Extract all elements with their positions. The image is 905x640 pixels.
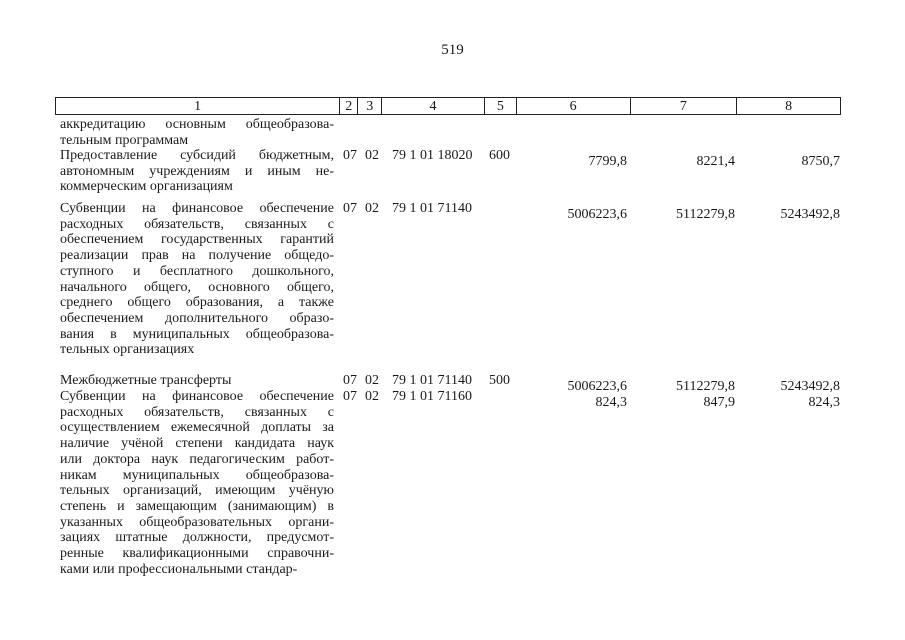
amount-year-3: 5243492,8 [780, 379, 840, 394]
row-description [60, 148, 334, 195]
amount-year-1: 824,3 [595, 395, 627, 410]
header-col-5: 5 [485, 98, 517, 114]
description-line: обеспечением государственных гарантий [60, 232, 334, 248]
header-col-3: 3 [358, 98, 382, 114]
row-description [60, 117, 334, 148]
amount-year-2: 847,9 [703, 395, 735, 410]
subsection-code: 02 [365, 373, 379, 388]
amount-year-2: 5112279,8 [676, 207, 735, 222]
expense-type-code: 600 [489, 148, 510, 163]
description-line: Субвенции на финансовое обеспечение [60, 389, 334, 404]
amount-year-1: 5006223,6 [567, 379, 627, 394]
page-number: 519 [441, 42, 464, 58]
description-line: вания в муниципальных общеобразова- [60, 326, 334, 342]
description-line: обеспечением дополнительного образо- [60, 310, 334, 326]
description-line: расходных обязательств, связанных с [60, 216, 334, 232]
target-article-code: 79 1 01 71160 [392, 389, 472, 404]
description-line: тельных организаций, имеющим учёную [60, 483, 334, 499]
description-line: наличие учёной степени кандидата наук [60, 436, 334, 452]
description-line: указанных общеобразовательных органи- [60, 514, 334, 530]
section-code: 07 [343, 201, 357, 216]
header-col-6: 6 [517, 98, 631, 114]
description-line: степень и замещающим (занимающим) в [60, 498, 334, 514]
target-article-code: 79 1 01 71140 [392, 201, 472, 216]
description-line: ступного и бесплатного дошкольного, [60, 263, 334, 279]
amount-year-2: 8221,4 [696, 154, 735, 169]
description-line: зациях штатные должности, предусмот- [60, 530, 334, 546]
amount-year-3: 5243492,8 [780, 207, 840, 222]
target-article-code: 79 1 01 71140 [392, 373, 472, 388]
row-description [60, 389, 334, 577]
description-line: Предоставление субсидий бюджетным, [60, 148, 334, 163]
description-line: автономным учреждениям и иным не- [60, 163, 334, 179]
description-line: осуществлением ежемесячной доплаты за [60, 420, 334, 436]
description-line: аккредитацию основным общеобразова- [60, 117, 334, 132]
description-line: или доктора наук педагогическим работ- [60, 451, 334, 467]
target-article-code: 79 1 01 18020 [392, 148, 473, 163]
description-line: Субвенции на финансовое обеспечение [60, 201, 334, 216]
description-line: тельным программам [60, 132, 189, 148]
description-line: ренные квалификационными справочни- [60, 546, 334, 562]
header-col-8: 8 [785, 99, 793, 114]
table-header [55, 97, 841, 115]
header-col-4: 4 [382, 98, 485, 114]
header-col-7: 7 [631, 98, 738, 114]
description-line: тельных организациях [60, 342, 195, 358]
row-description [60, 201, 334, 358]
header-col-2: 2 [340, 98, 358, 114]
description-line: реализации прав на получение общедо- [60, 248, 334, 264]
amount-year-3: 8750,7 [801, 154, 840, 169]
amount-year-1: 7799,8 [588, 154, 627, 169]
row-description [60, 373, 334, 389]
amount-year-3: 824,3 [808, 395, 840, 410]
description-line: Межбюджетные трансферты [60, 373, 232, 388]
section-code: 07 [343, 389, 357, 404]
section-code: 07 [343, 148, 357, 163]
description-line: никам муниципальных общеобразова- [60, 467, 334, 483]
subsection-code: 02 [365, 201, 379, 216]
amount-year-1: 5006223,6 [567, 207, 627, 222]
section-code: 07 [343, 373, 357, 388]
description-line: начального общего, основного общего, [60, 279, 334, 295]
description-line: ками или профессиональными стандар- [60, 561, 298, 577]
description-line: коммерческим организациям [60, 179, 233, 195]
description-line: расходных обязательств, связанных с [60, 404, 334, 420]
description-line: среднего общего образования, а также [60, 295, 334, 311]
header-col-1: 1 [56, 98, 340, 114]
amount-year-2: 5112279,8 [676, 379, 735, 394]
subsection-code: 02 [365, 389, 379, 404]
expense-type-code: 500 [489, 373, 510, 388]
subsection-code: 02 [365, 148, 379, 163]
